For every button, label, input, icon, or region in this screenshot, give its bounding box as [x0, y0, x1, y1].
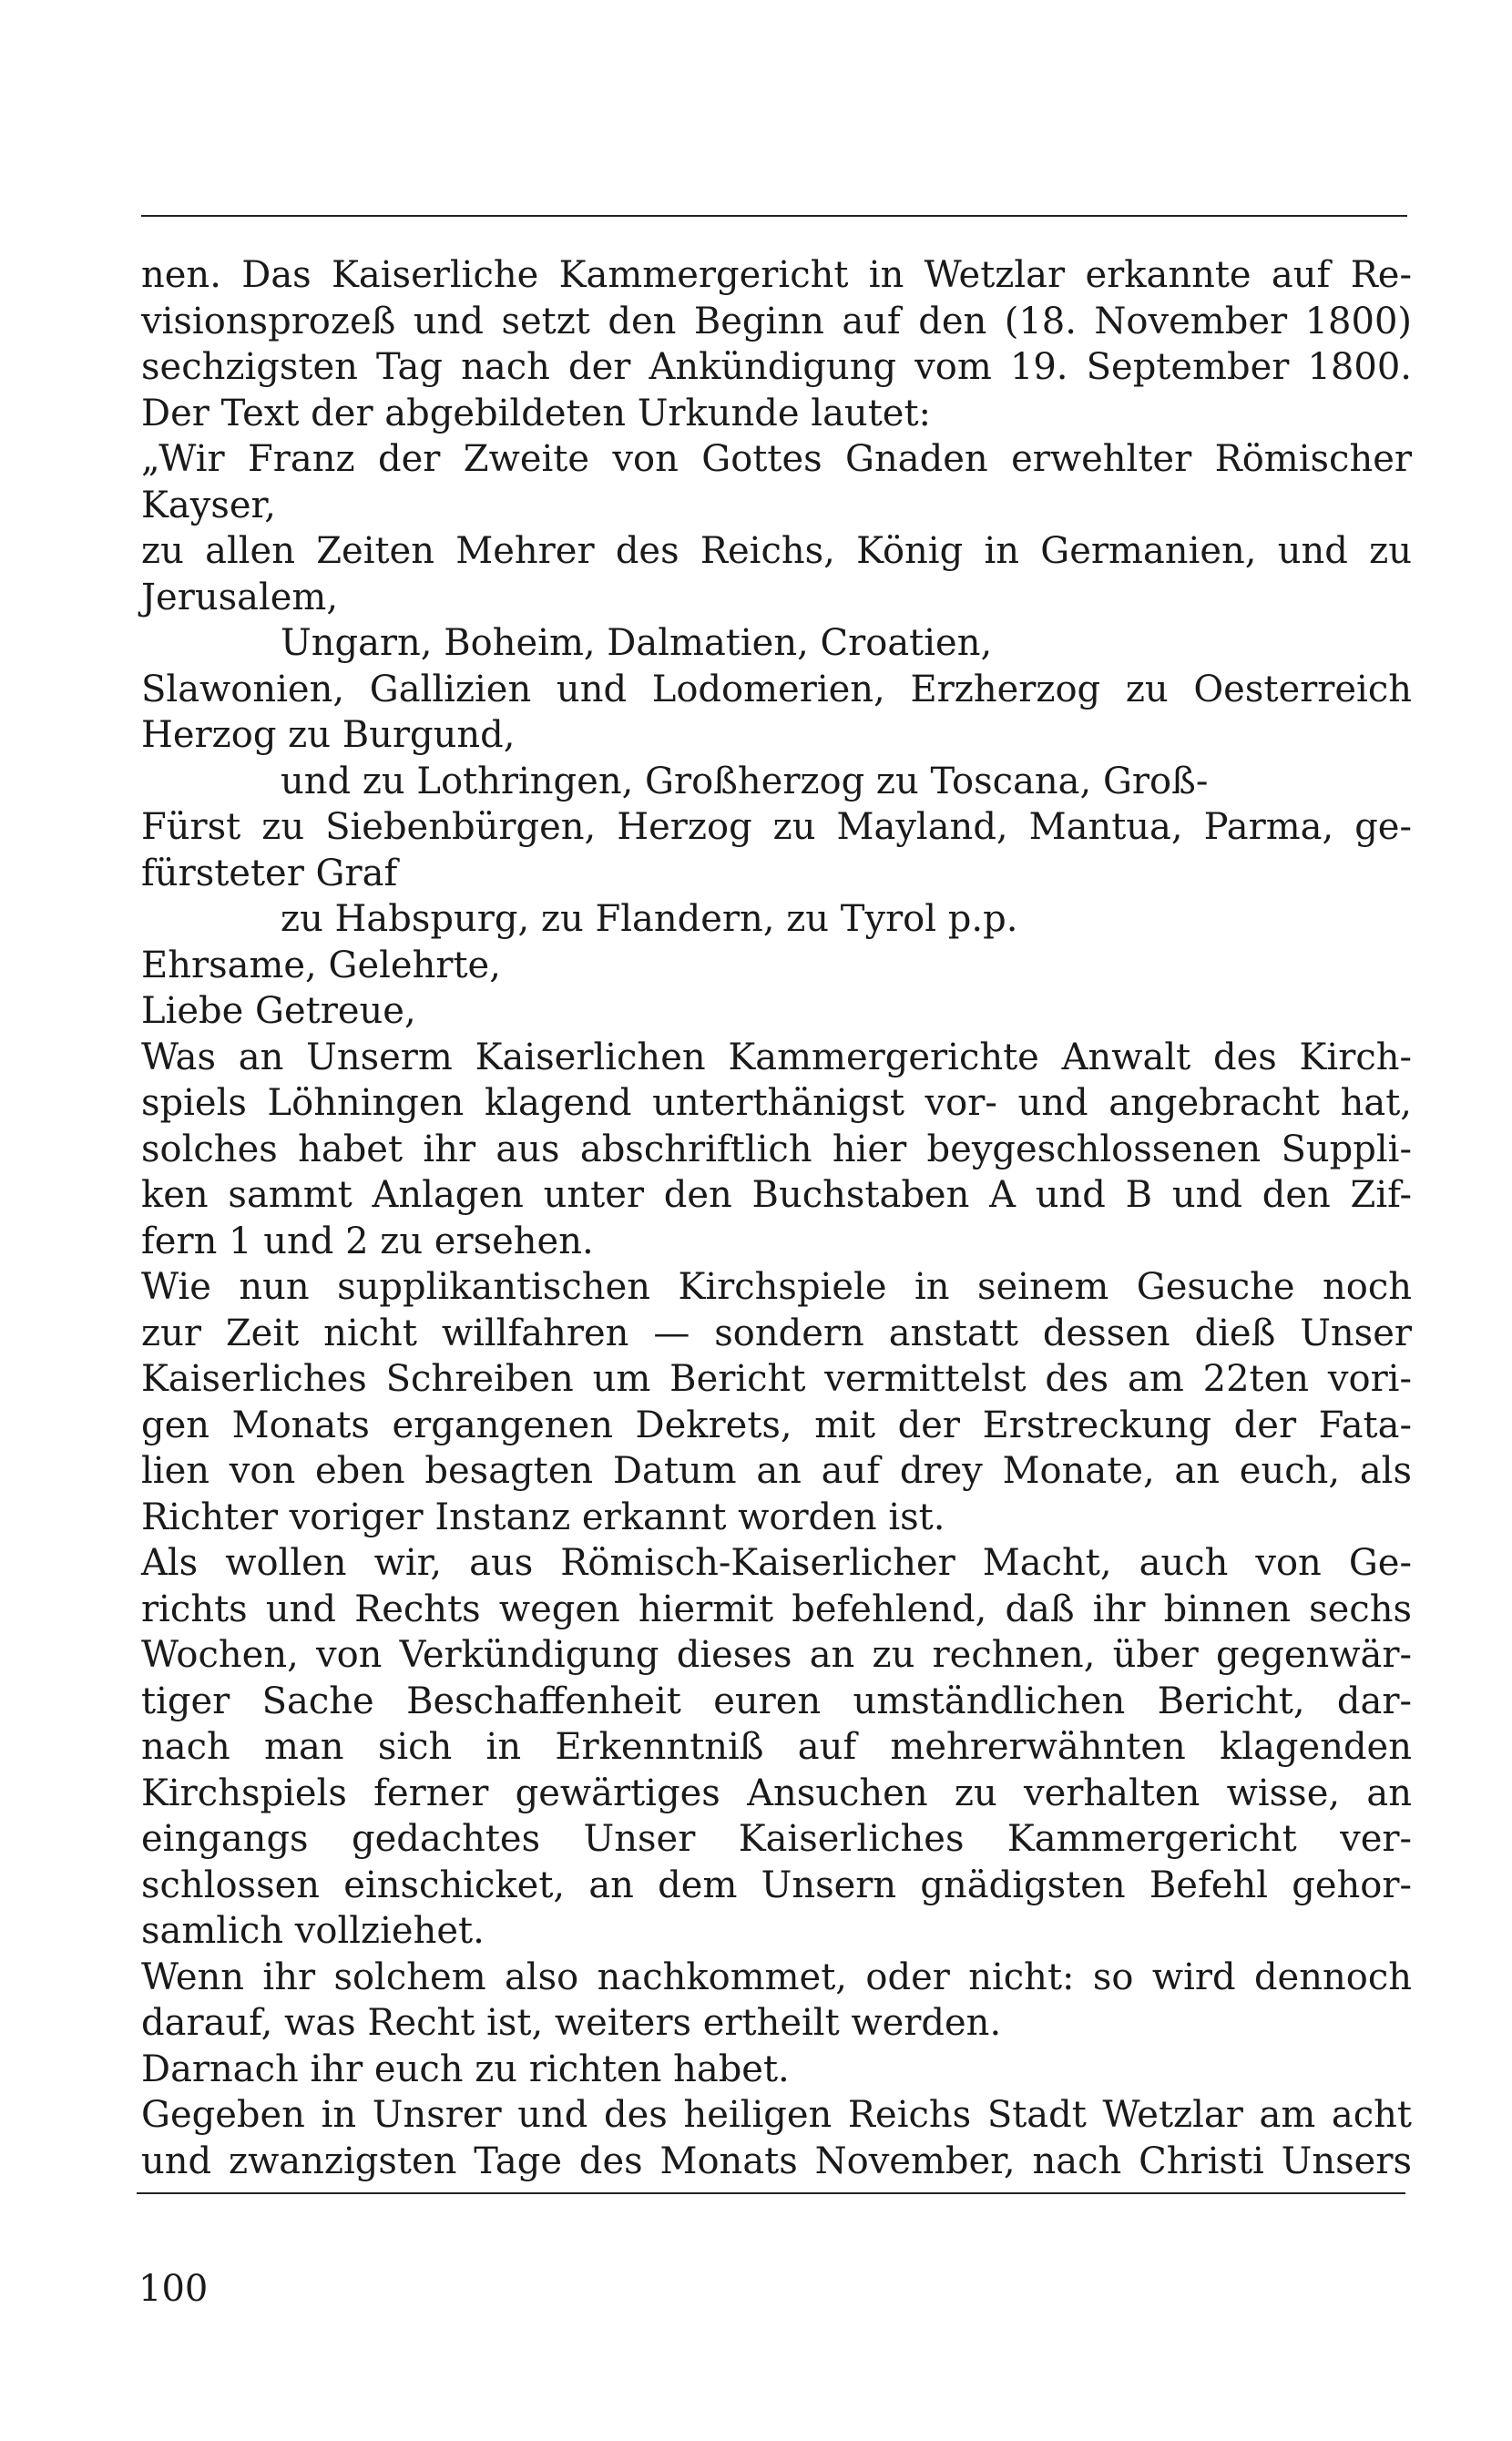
text-line: sechzigsten Tag nach der Ankündigung vom 19. September 1800. [141, 346, 1412, 388]
text-line: Wie nun supplikantischen Kirchspiele in seinem Gesuche noch [141, 1266, 1412, 1308]
text-line: ken sammt Anlagen unter den Buchstaben A und B und den Zif- [141, 1174, 1412, 1216]
text-line: darauf, was Recht ist, weiters ertheilt werden. [141, 2002, 1002, 2044]
text-line: spiels Löhningen klagend unterthänigst vor- und angebracht hat, [141, 1082, 1412, 1124]
text-line: Gegeben in Unsrer und des heiligen Reichs Stadt Wetzlar am acht [141, 2094, 1412, 2136]
text-line: Slawonien, Gallizien und Lodomerien, Erzherzog zu Oesterreich [141, 668, 1412, 710]
text-line: und zwanzigsten Tage des Monats November, nach Christi Unsers [141, 2140, 1412, 2182]
top-rule [141, 215, 1407, 217]
text-line: nen. Das Kaiserliche Kammergericht in Wetzlar erkannte auf Re- [141, 254, 1412, 296]
text-line: Wenn ihr solchem also nachkommet, oder nicht: so wird dennoch [141, 1956, 1412, 1998]
text-line: Was an Unserm Kaiserlichen Kammergerichte Anwalt des Kirch- [141, 1036, 1412, 1078]
text-line: zu allen Zeiten Mehrer des Reichs, König in Germanien, und zu [141, 530, 1412, 572]
text-line: Der Text der abgebildeten Urkunde lautet: [141, 392, 931, 434]
text-line: samlich vollziehet. [141, 1910, 485, 1952]
text-line: nach man sich in Erkenntniß auf mehrerwähnten klagenden [141, 1726, 1412, 1768]
text-line: fürsteter Graf [141, 852, 398, 894]
text-line: Liebe Getreue, [141, 990, 416, 1032]
page-number: 100 [138, 2268, 209, 2310]
text-line: tiger Sache Beschaffenheit euren umständlichen Bericht, dar- [141, 1680, 1412, 1722]
text-line: Wochen, von Verkündigung dieses an zu rechnen, über gegenwär- [141, 1634, 1412, 1676]
text-line: schlossen einschicket, an dem Unsern gnädigsten Befehl gehor- [141, 1864, 1412, 1906]
body-text [141, 252, 1412, 2184]
text-line: „Wir Franz der Zweite von Gottes Gnaden erwehlter Römischer [141, 438, 1412, 480]
text-line: zur Zeit nicht willfahren — sondern anstatt dessen dieß Unser [141, 1312, 1412, 1354]
text-line: Fürst zu Siebenbürgen, Herzog zu Mayland, Mantua, Parma, ge- [141, 806, 1412, 848]
text-line: gen Monats ergangenen Dekrets, mit der Erstreckung der Fata- [141, 1404, 1412, 1446]
text-line: solches habet ihr aus abschriftlich hier beygeschlossenen Suppli- [141, 1128, 1412, 1170]
text-line: Jerusalem, [141, 576, 339, 618]
text-line: lien von eben besagten Datum an auf drey Monate, an euch, als [141, 1450, 1412, 1492]
text-line: Ungarn, Boheim, Dalmatien, Croatien, [281, 622, 993, 664]
bottom-rule [137, 2192, 1405, 2194]
text-line: Richter voriger Instanz erkannt worden ist. [141, 1496, 945, 1538]
text-line: Ehrsame, Gelehrte, [141, 944, 501, 986]
text-line: Herzog zu Burgund, [141, 714, 516, 756]
text-line: Kirchspiels ferner gewärtiges Ansuchen zu verhalten wisse, an [141, 1772, 1412, 1814]
text-line: zu Habspurg, zu Flandern, zu Tyrol p.p. [281, 898, 1018, 940]
text-line: und zu Lothringen, Großherzog zu Toscana, Groß- [281, 760, 1209, 802]
text-line: richts und Rechts wegen hiermit befehlend, daß ihr binnen sechs [141, 1588, 1412, 1630]
text-line: Kaiserliches Schreiben um Bericht vermittelst des am 22ten vori- [141, 1358, 1412, 1400]
text-line: Kayser, [141, 484, 276, 526]
text-line: Als wollen wir, aus Römisch-Kaiserlicher Macht, auch von Ge- [141, 1542, 1412, 1584]
text-line: eingangs gedachtes Unser Kaiserliches Kammergericht ver- [141, 1818, 1412, 1860]
text-line: visionsprozeß und setzt den Beginn auf den (18. November 1800) [141, 300, 1412, 342]
text-line: fern 1 und 2 zu ersehen. [141, 1220, 594, 1262]
text-line: Darnach ihr euch zu richten habet. [141, 2048, 790, 2090]
